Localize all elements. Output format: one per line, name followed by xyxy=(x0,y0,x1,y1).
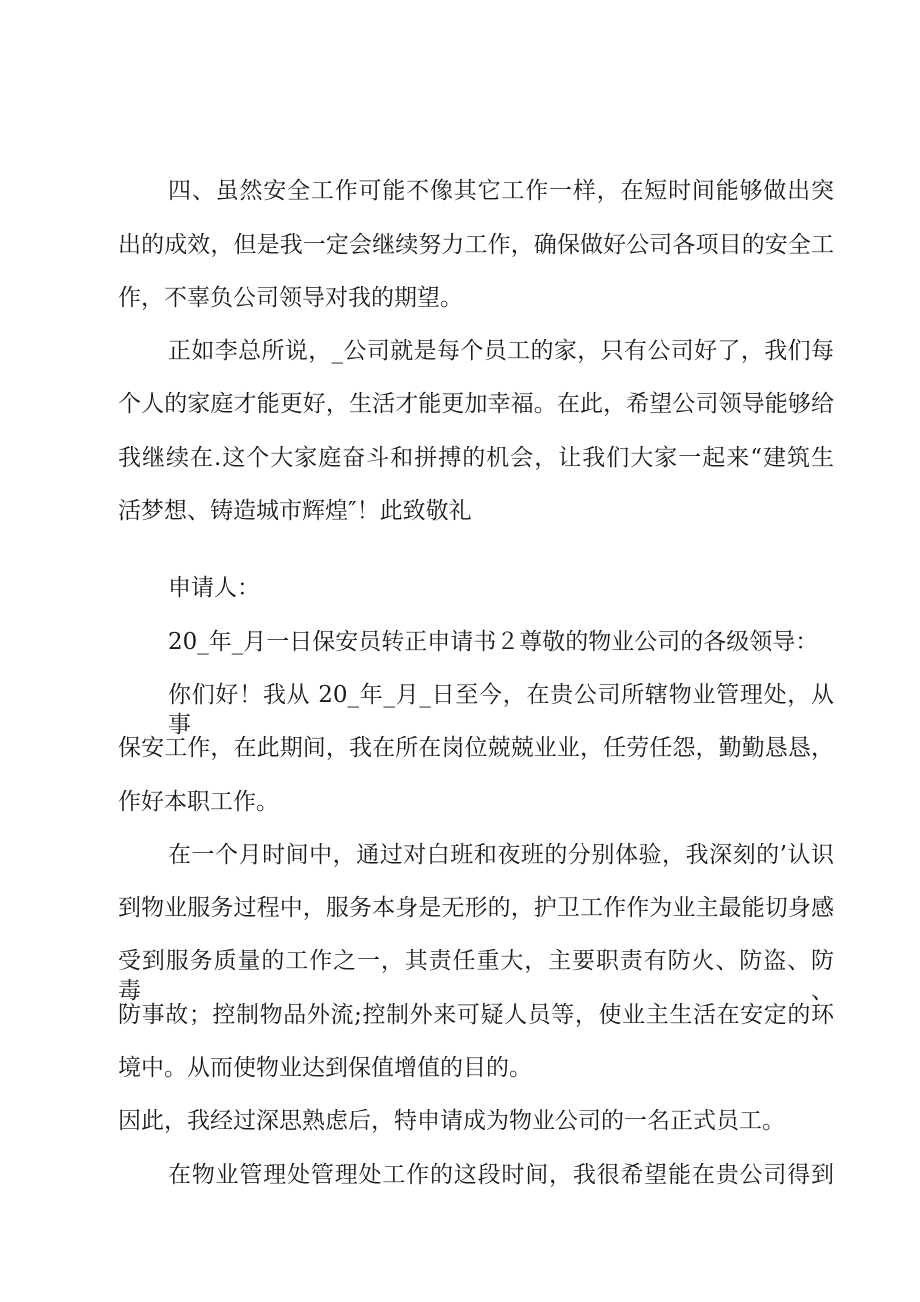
paragraph-7-line-1: 因此，我经过深思熟虑后，特申请成为物业公司的一名正式员工。 xyxy=(118,1108,785,1134)
paragraph-4-line-1: 20_年_月一日保安员转正申请书２尊敬的物业公司的各级领导： xyxy=(168,629,819,655)
paragraph-6-line-5: 境中。从而使物业达到保值增值的目的。 xyxy=(118,1055,532,1081)
paragraph-6-line-2: 到物业服务过程中，服务本身是无形的，护卫工作作为业主最能切身感 xyxy=(118,895,834,921)
applicant-label: 申请人： xyxy=(168,575,260,601)
paragraph-5-line-3: 作好本职工作。 xyxy=(118,789,279,815)
paragraph-1-line-1: 四、虽然安全工作可能不像其它工作一样，在短时间能够做出突 xyxy=(168,178,834,204)
paragraph-2-line-3: 我继续在.这个大家庭奋斗和拼搏的机会，让我们大家一起来“建筑生 xyxy=(118,445,834,471)
paragraph-1-line-2: 出的成效，但是我一定会继续努力工作，确保做好公司各项目的安全工 xyxy=(118,232,834,258)
paragraph-6-line-3: 受到服务质量的工作之一，其责任重大，主要职责有防火、防盗、防毒、 xyxy=(118,948,834,1004)
paragraph-2-line-2: 个人的家庭才能更好，生活才能更加幸福。在此，希望公司领导能够给 xyxy=(118,391,834,417)
paragraph-2-line-4: 活梦想、铸造城市辉煌″！此致敬礼 xyxy=(118,498,472,524)
paragraph-5-line-2: 保安工作，在此期间，我在所在岗位兢兢业业，任劳任怨，勤勤恳恳， xyxy=(118,735,834,761)
paragraph-2-line-1: 正如李总所说，_公司就是每个员工的家，只有公司好了，我们每 xyxy=(168,338,834,364)
paragraph-5-line-1: 你们好！我从 20_年_月_日至今，在贵公司所辖物业管理处，从事 xyxy=(168,682,834,738)
paragraph-8-line-1: 在物业管理处管理处工作的这段时间，我很希望能在贵公司得到 xyxy=(168,1162,834,1188)
paragraph-1-line-3: 作，不辜负公司领导对我的期望。 xyxy=(118,285,463,311)
paragraph-6-line-1: 在一个月时间中，通过对白班和夜班的分别体验，我深刻的’认识 xyxy=(168,842,834,868)
paragraph-6-line-4: 防事故；控制物品外流;控制外来可疑人员等，使业主生活在安定的环 xyxy=(118,1002,834,1028)
